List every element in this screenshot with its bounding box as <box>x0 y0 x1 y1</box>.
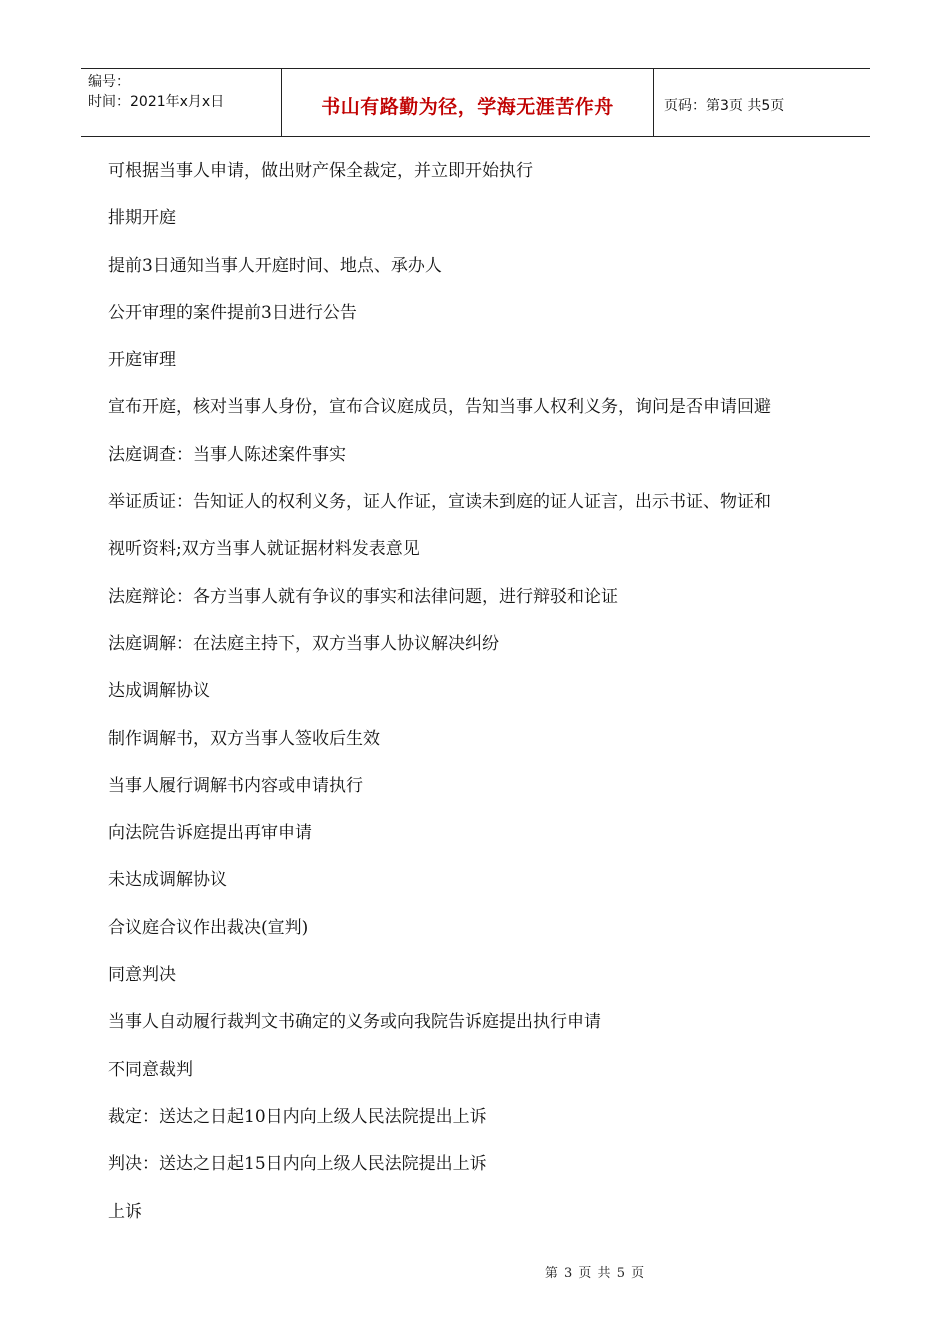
header-motto-cell <box>282 69 654 136</box>
body-line: 开庭审理 <box>108 350 176 371</box>
motto-text: 书山有路勤为径，学海无涯苦作舟 <box>321 96 614 118</box>
body-line: 当事人履行调解书内容或申请执行 <box>108 775 363 796</box>
body-line: 达成调解协议 <box>108 681 210 702</box>
date-label: 时间：2021年x月x日 <box>88 94 225 110</box>
body-line: 判决：送达之日起15日内向上级人民法院提出上诉 <box>108 1154 487 1175</box>
body-line: 合议庭合议作出裁决(宣判) <box>108 917 309 938</box>
body-line: 排期开庭 <box>108 208 176 229</box>
body-line: 举证质证：告知证人的权利义务，证人作证，宣读未到庭的证人证言，出示书证、物证和 <box>108 492 771 513</box>
body-line: 提前3日通知当事人开庭时间、地点、承办人 <box>108 255 442 276</box>
body-line: 可根据当事人申请，做出财产保全裁定，并立即开始执行 <box>108 161 533 181</box>
header-page-cell <box>654 69 870 136</box>
body-line: 法庭调解：在法庭主持下，双方当事人协议解决纠纷 <box>108 633 499 654</box>
page-code-label: 页码：第3页 共5页 <box>664 97 785 114</box>
body-line: 法庭辩论：各方当事人就有争议的事实和法律问题，进行辩驳和论证 <box>108 586 618 607</box>
body-line: 公开审理的案件提前3日进行公告 <box>108 302 357 323</box>
page-footer <box>0 1262 950 1281</box>
body-line: 宣布开庭，核对当事人身份，宣布合议庭成员，告知当事人权利义务，询问是否申请回避 <box>108 397 771 418</box>
document-header <box>81 68 870 137</box>
header-meta-cell <box>81 69 282 136</box>
body-line: 视听资料;双方当事人就证据材料发表意见 <box>108 539 420 560</box>
body-line: 当事人自动履行裁判文书确定的义务或向我院告诉庭提出执行申请 <box>108 1012 601 1033</box>
body-line: 同意判决 <box>108 965 176 986</box>
body-line: 法庭调查：当事人陈述案件事实 <box>108 444 346 465</box>
body-line: 制作调解书，双方当事人签收后生效 <box>108 728 380 749</box>
body-line: 裁定：送达之日起10日内向上级人民法院提出上诉 <box>108 1106 487 1127</box>
body-line: 未达成调解协议 <box>108 870 227 891</box>
body-line: 向法院告诉庭提出再审申请 <box>108 823 312 844</box>
serial-number-label: 编号： <box>88 74 130 90</box>
body-line: 上诉 <box>108 1201 142 1222</box>
document-body <box>108 156 868 1244</box>
footer-page-number: 第 3 页 共 5 页 <box>544 1266 646 1281</box>
body-line: 不同意裁判 <box>108 1059 193 1080</box>
